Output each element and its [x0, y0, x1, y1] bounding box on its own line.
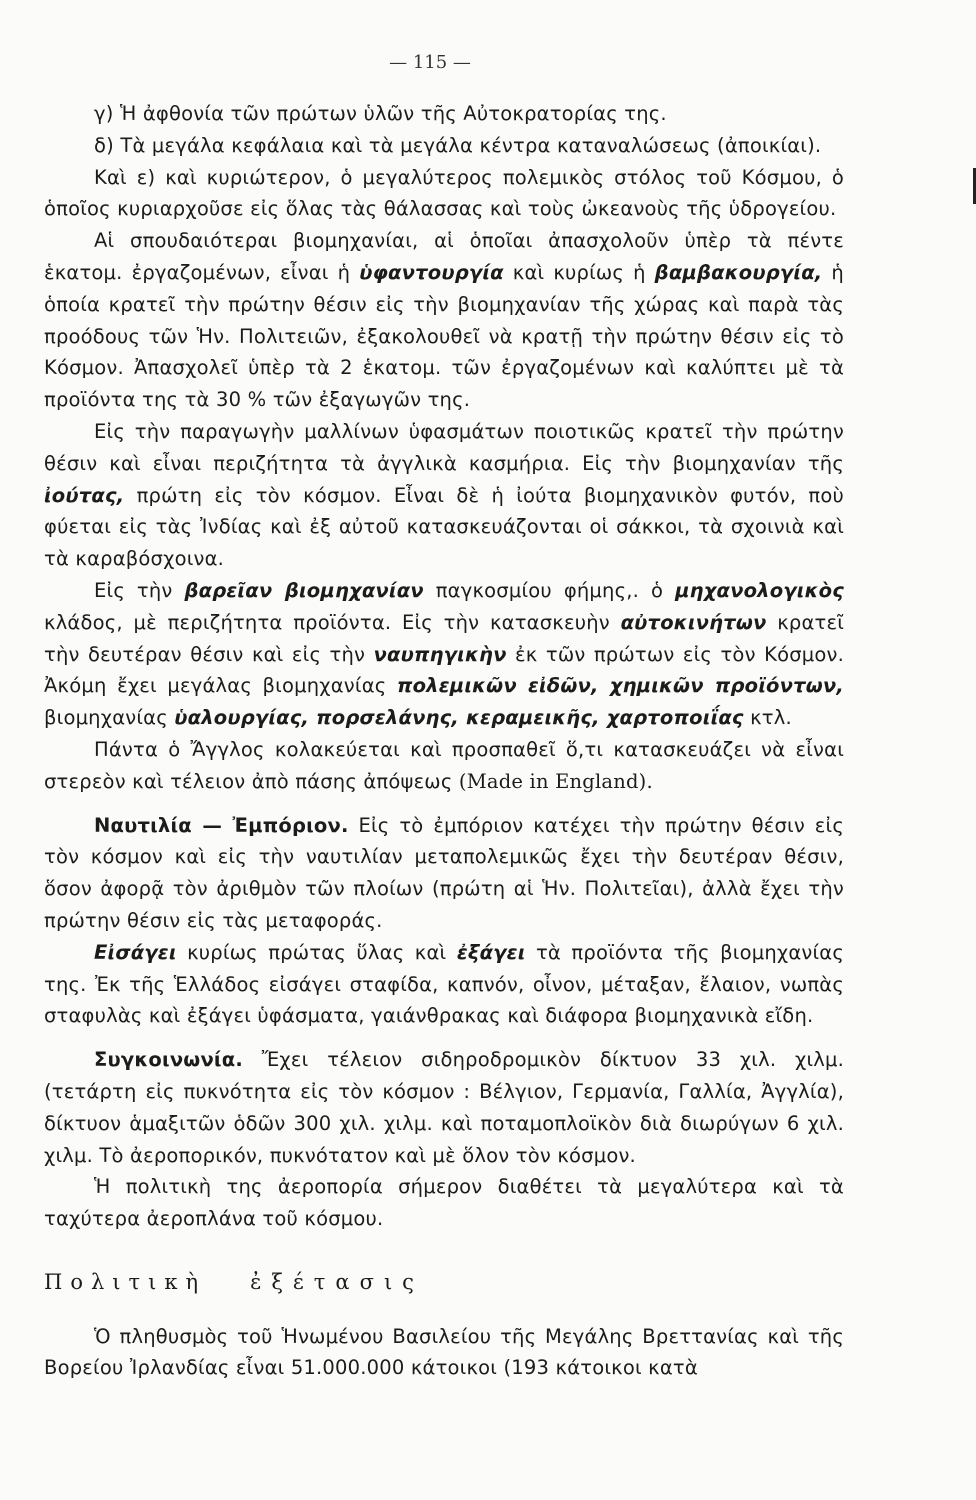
text-run: κυρίως πρώτας ὕλας καὶ [176, 940, 457, 964]
emphasis-war-chemicals: πολεμικῶν εἰδῶν, χημικῶν προϊόντων, [396, 674, 844, 698]
paragraph-wool [44, 416, 844, 575]
text-run: Εἰς τὴν [94, 578, 185, 602]
emphasis-heavy-industry: βαρεῖαν βιομηχανίαν [184, 578, 424, 602]
emphasis-glass-porcelain: ὑαλουργίας, πορσελάνης, κεραμεικῆς, χαρτοποιΐας [174, 706, 744, 730]
page-number: — 115 — [389, 52, 471, 73]
emphasis-cotton: βαμβακουργία, [654, 260, 823, 284]
page-body [44, 98, 844, 1384]
text-run: τὰ προϊόντα τῆς βιομηχανίας της. Ἐκ τῆς Ἑλλάδος εἰσάγει σταφίδα, καπνόν, οἶνον, μέταξαν, ἔλαιον, νωπὰς σταφυλὰς καὶ ἐξάγει ὑφάσματα, γαιάνθρακας καὶ διάφορα βιομηχανικὰ εἴδη. [44, 940, 845, 1028]
text-run: Εἰς τὸ ἐμπόριον κατέχει τὴν πρώτην θέσιν εἰς τὸν κόσμον καὶ εἰς τὴν ναυτιλίαν μεταπολεμικῶς ἔχει τὴν δευτέραν θέσιν, ὅσον ἀφορᾷ τὸν ἀριθμὸν τῶν πλοίων (πρώτη αἱ Ἡν. Πολιτεῖαι), ἀλλὰ ἔχει τὴν πρώτην θέσιν εἰς τὰς μεταφοράς. [44, 813, 844, 932]
paragraph-transport [44, 1044, 844, 1171]
text-run: κλάδος, μὲ περιζήτητα προϊόντα. Εἰς τὴν κατασκευὴν [44, 610, 621, 634]
paragraph-navigation-trade [44, 810, 844, 937]
emphasis-automobiles: αὐτοκινήτων [620, 610, 767, 634]
emphasis-shipbuilding: ναυπηγικὴν [373, 642, 507, 666]
text-run: πρώτη εἰς τὸν κόσμον. Εἶναι δὲ ἡ ἰούτα βιομηχανικὸν φυτόν, ποὺ φύεται εἰς τὰς Ἰνδίας καὶ ἐξ αὐτοῦ κατασκευάζονται οἱ σάκκοι, τὰ σχοινιὰ καὶ τὰ καραβόσχοινα. [44, 483, 844, 571]
section-label-transport: Συγκοινωνία. [94, 1048, 243, 1072]
paragraph-gamma: γ) Ἡ ἀφθονία τῶν πρώτων ὑλῶν τῆς Αὐτοκρατορίας της. [94, 102, 667, 125]
paragraph-epsilon: Καὶ ε) καὶ κυριώτερον, ὁ μεγαλύτερος πολεμικὸς στόλος τοῦ Κόσμου, ὁ ὁποῖος κυριαρχοῦσε εἰς ὅλας τὰς θάλασσας καὶ τοὺς ὠκεανοὺς τῆς ὑδρογείου. [44, 165, 844, 221]
paragraph-population: Ὁ πληθυσμὸς τοῦ Ἡνωμένου Βασιλείου τῆς Μεγάλης Βρεττανίας καὶ τῆς Βορείου Ἰρλανδίας εἶναι 51.000.000 κάτοικοι (193 κάτοικοι κατὰ [44, 1324, 844, 1380]
emphasis-textiles: ὑφαντουργία [359, 260, 504, 284]
text-run: Αἱ σπουδαιότεραι βιομηχανίαι, αἱ ὁποῖαι ἀπασχολοῦν ὑπὲρ τὰ πέντε ἑκατομ. ἐργαζομένων, εἶναι ἡ [44, 229, 844, 284]
text-run: Πάντα ὁ Ἄγγλος κολακεύεται καὶ προσπαθεῖ ὅ,τι κατασκευάζει νὰ εἶναι στερεὸν καὶ τέλειον ἀπὸ πάσης ἀπόψεως [44, 737, 844, 793]
section-label-navigation: Ναυτιλία — Ἐμπόριον. [94, 813, 349, 837]
made-in-england: (Made in England). [458, 769, 653, 793]
paragraph-imports [44, 937, 844, 1032]
paragraph-industry [44, 225, 844, 416]
text-run: βιομηχανίας [44, 706, 175, 730]
section-heading [44, 1267, 844, 1299]
text-run: Εἰς τὴν παραγωγὴν μαλλίνων ὑφασμάτων ποιοτικῶς κρατεῖ τὴν πρώτην θέσιν καὶ εἶναι περιζήτητα τὰ ἀγγλικὰ κασμήρια. Εἰς τὴν βιομηχανίαν τῆς [44, 419, 844, 475]
text-run: ἡ ὁποία κρατεῖ τὴν πρώτην θέσιν εἰς τὴν βιομηχανίαν τῆς χώρας καὶ παρὰ τὰς προόδους τῶν Ἡν. Πολιτειῶν, ἐξακολουθεῖ νὰ κρατῇ τὴν πρώτην θέσιν εἰς τὸ Κόσμον. Ἀπασχολεῖ ὑπὲρ τὰ 2 ἑκατομ. τῶν ἐργαζομένων καὶ καλύπτει μὲ τὰ προϊόντα της τὰ 30 % τῶν ἐξαγωγῶν της. [44, 260, 844, 412]
paragraph-delta: δ) Τὰ μεγάλα κεφάλαια καὶ τὰ μεγάλα κέντρα καταναλώσεως (ἀποικίαι). [94, 133, 822, 157]
emphasis-imports: Εἰσάγει [94, 940, 177, 964]
text-run: Ἔχει τέλειον σιδηροδρομικὸν δίκτυον 33 χιλ. χιλμ. (τετάρτη εἰς πυκνότητα εἰς τὸν κόσμον : Βέλγιον, Γερμανία, Γαλλία, Ἀγγλία), δίκτυον ἁμαξιτῶν ὁδῶν 300 χιλ. χιλμ. καὶ ποταμοπλοϊκὸν διὰ διωρύγων 6 χιλ. χιλμ. Τὸ ἀεροπορικόν, πυκνότατον καὶ μὲ ὅλον τὸν κόσμον. [44, 1048, 844, 1167]
emphasis-mechanical: μηχανολογικὸς [675, 578, 844, 602]
text-run: ἐκ τῶν πρώτων εἰς τὸν Κόσμον. Ἀκόμη ἔχει μεγάλας βιομηχανίας [44, 642, 844, 698]
emphasis-exports: ἐξάγει [456, 940, 526, 964]
heading-word-political: Πολιτικὴ [44, 1269, 207, 1294]
heading-word-examination: ἐξέτασις [250, 1269, 424, 1294]
paragraph-heavy-industry [44, 575, 844, 734]
text-run: παγκοσμίου φήμης,. ὁ [423, 578, 676, 602]
text-run: κρατεῖ τὴν δευτέραν θέσιν καὶ εἰς τὴν [44, 610, 845, 666]
text-run: καὶ κυρίως ἡ [503, 260, 655, 284]
text-run: κτλ. [743, 706, 792, 730]
paragraph-quality [44, 734, 844, 798]
paragraph-aviation: Ἡ πολιτικὴ της ἀεροπορία σήμερον διαθέτει τὰ μεγαλύτερα καὶ τὰ ταχύτερα ἀεροπλάνα τοῦ κόσμου. [44, 1175, 844, 1231]
emphasis-jute: ἰούτας, [44, 483, 125, 507]
